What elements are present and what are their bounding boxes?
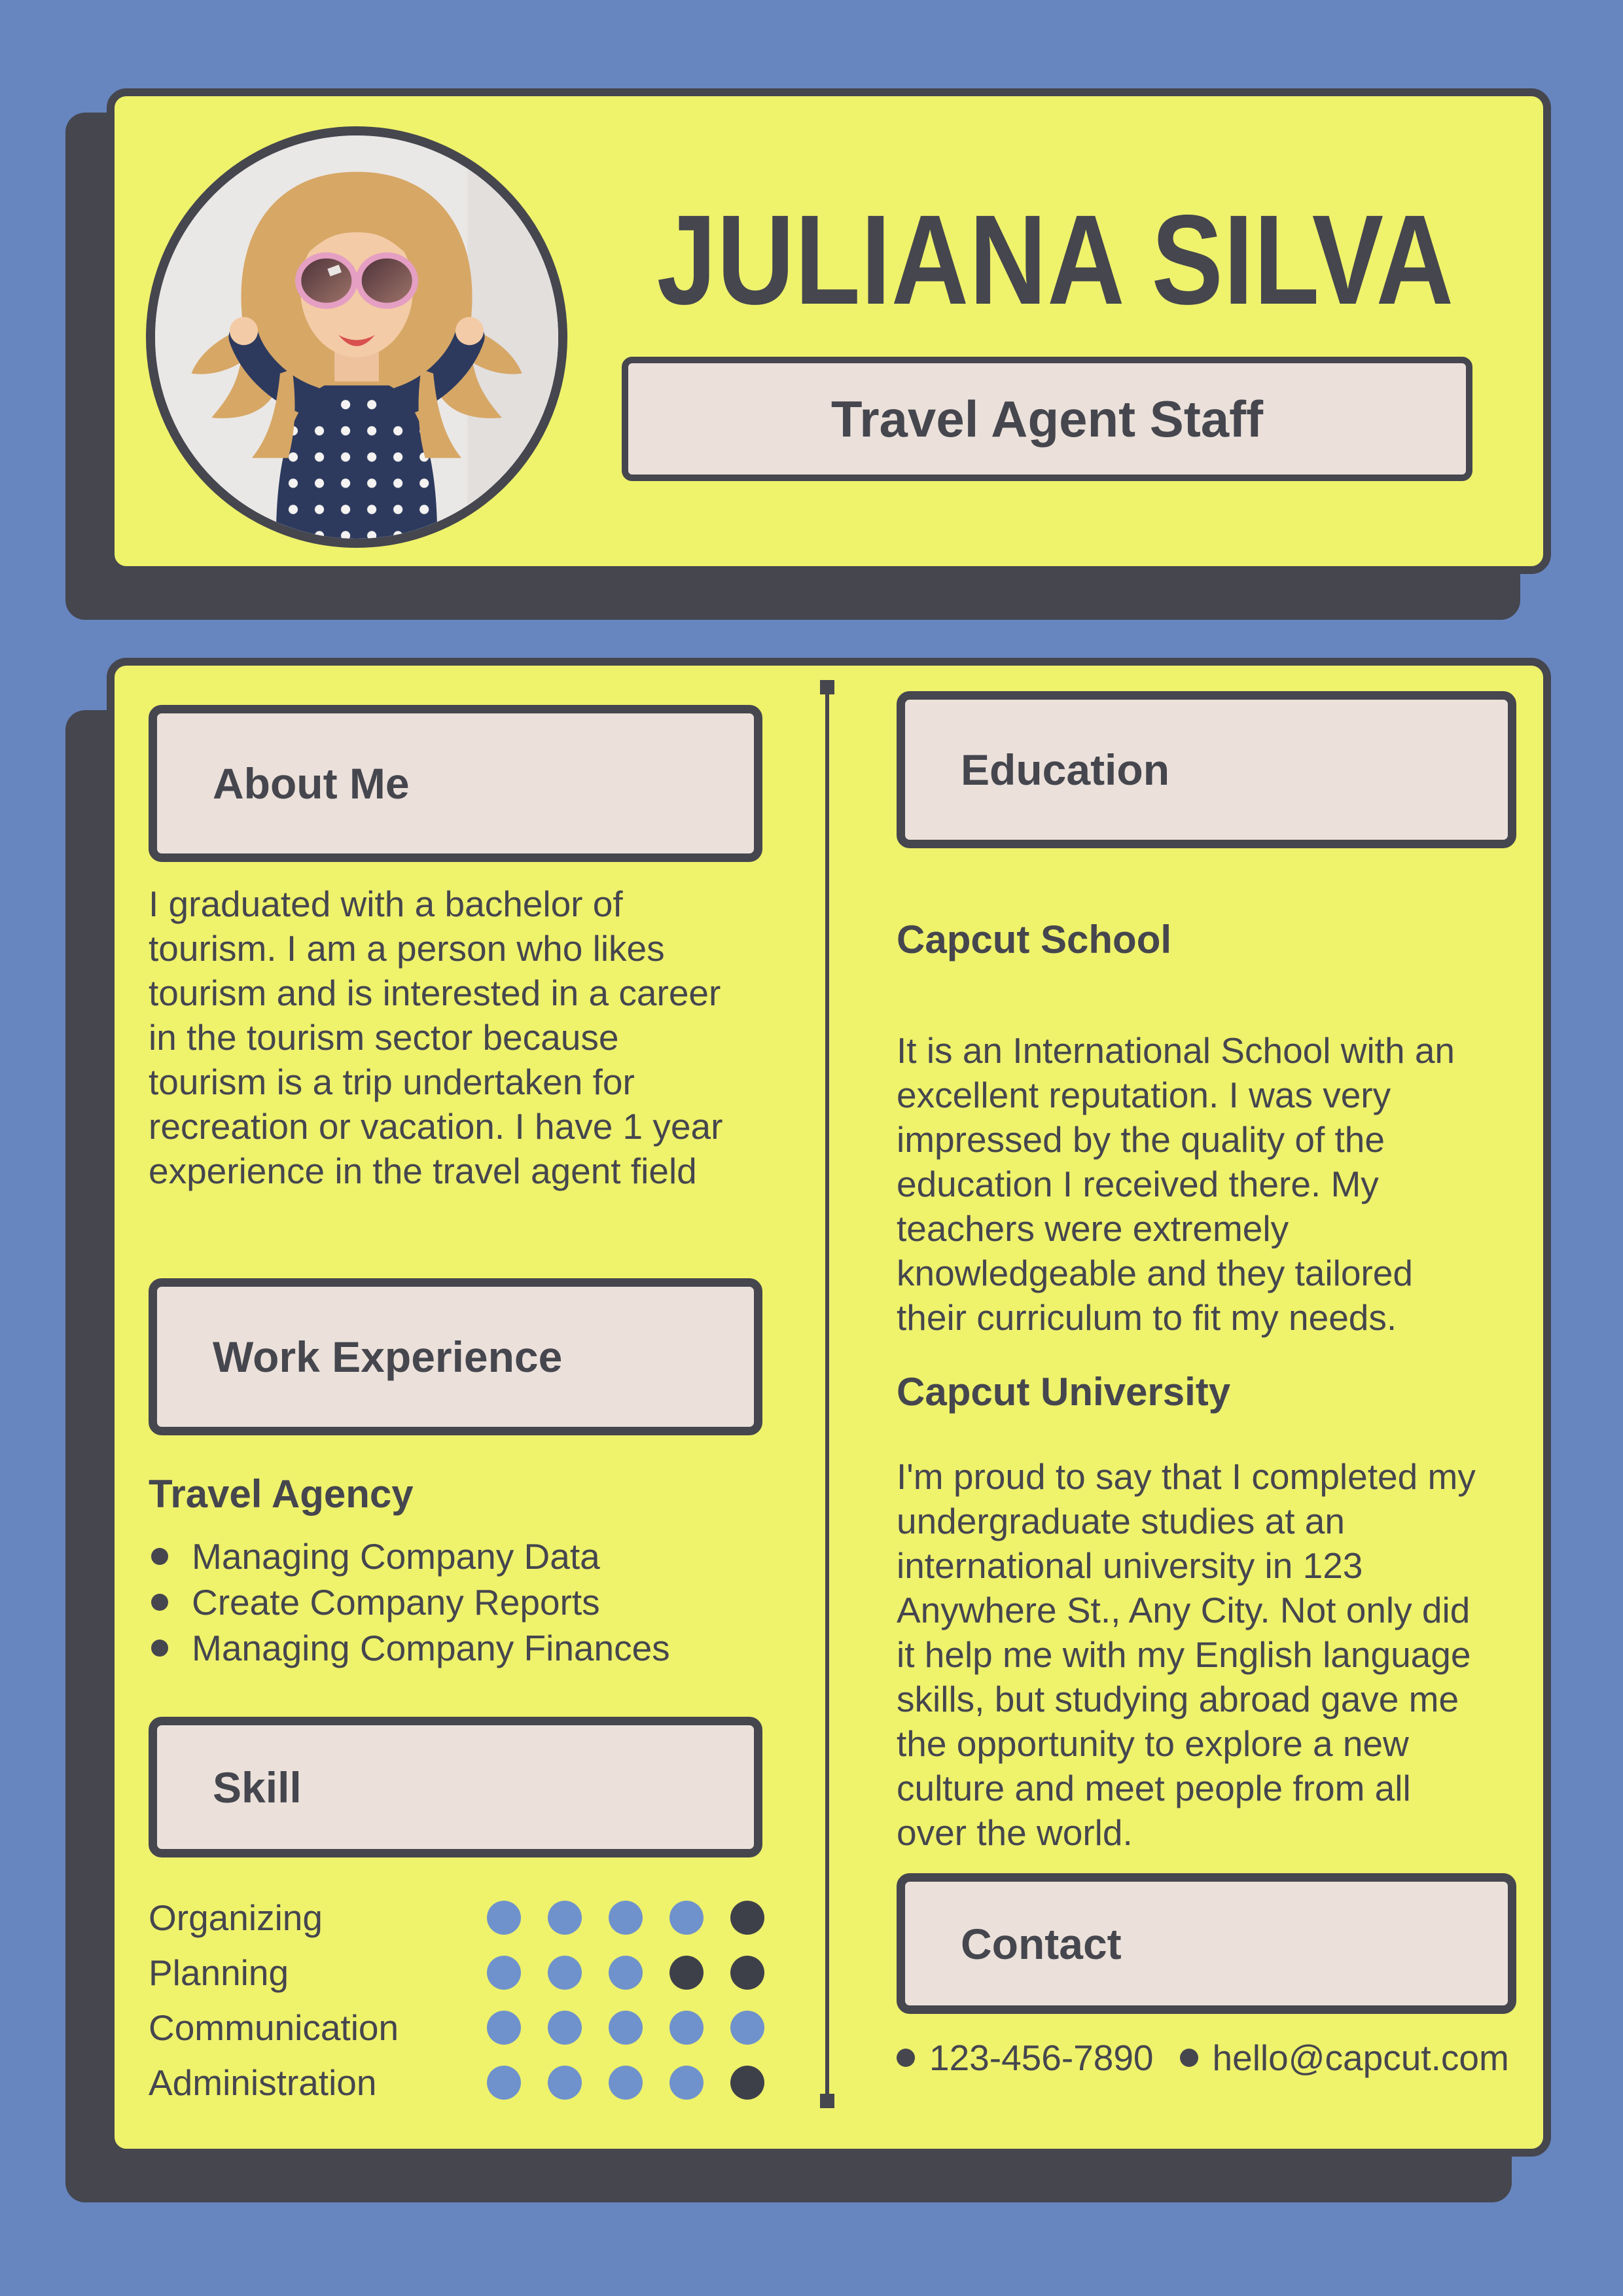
education-school-description: It is an International School with an excellent reputation. I was very impressed by the quality of the education I received there. My teachers were extremely knowledgeable and they tailored their curriculum to fit my needs.: [897, 1030, 1455, 1338]
skill-row: [149, 1890, 826, 1945]
skill-dot-filled-icon: [487, 2011, 521, 2045]
work-bullet-label: Managing Company Data: [192, 1536, 600, 1577]
education-school-name: Capcut University: [897, 1370, 1231, 1414]
skill-dot-filled-icon: [548, 1901, 582, 1935]
right-column: [897, 666, 1544, 2079]
skill-row: [149, 1945, 826, 2000]
skill-rating-list: [149, 1890, 826, 2110]
skill-rating: [487, 1956, 764, 1990]
skill-dot-filled-icon: [548, 2011, 582, 2045]
main-card: [107, 658, 1551, 2157]
contact-phone: 123-456-7890: [929, 2037, 1154, 2078]
skill-label: Organizing: [149, 1897, 323, 1938]
skill-dot-filled-icon: [609, 2066, 643, 2100]
bullet-icon: [151, 1548, 168, 1565]
skill-rating: [487, 2066, 764, 2100]
work-bullet-label: Managing Company Finances: [192, 1628, 670, 1668]
profile-photo-illustration: [155, 135, 558, 539]
skill-dot-filled-icon: [730, 2011, 764, 2045]
work-bullet-item: [149, 1534, 826, 1579]
contact-info-line: [897, 2037, 1544, 2079]
skill-heading-box: [149, 1717, 762, 1857]
skill-dot-filled-icon: [609, 1901, 643, 1935]
skill-row: [149, 2055, 826, 2110]
bullet-icon: [897, 2049, 915, 2067]
bullet-icon: [151, 1594, 168, 1611]
work-bullet-list: [149, 1534, 826, 1671]
profile-photo: [146, 126, 567, 548]
skill-dot-filled-icon: [669, 2011, 704, 2045]
person-name: JULIANA SILVA: [656, 188, 1454, 331]
contact-email: hello@capcut.com: [1212, 2037, 1509, 2078]
skill-dot-filled-icon: [669, 1901, 704, 1935]
skill-dot-filled-icon: [548, 1956, 582, 1990]
about-me-heading: About Me: [213, 759, 410, 808]
skill-dot-filled-icon: [609, 1956, 643, 1990]
contact-heading: Contact: [961, 1919, 1122, 1968]
bullet-icon: [151, 1640, 168, 1657]
skill-dot-filled-icon: [609, 2011, 643, 2045]
skill-label: Planning: [149, 1952, 289, 1993]
work-experience-heading: Work Experience: [213, 1333, 563, 1381]
work-bullet-item: [149, 1579, 826, 1625]
skill-dot-empty-icon: [730, 2066, 764, 2100]
skill-dot-empty-icon: [730, 1956, 764, 1990]
job-title-box: [622, 357, 1472, 481]
education-heading-box: [897, 691, 1516, 848]
skill-dot-empty-icon: [730, 1901, 764, 1935]
skill-dot-filled-icon: [487, 1901, 521, 1935]
education-school-name: Capcut School: [897, 918, 1172, 961]
skill-dot-filled-icon: [548, 2066, 582, 2100]
contact-heading-box: [897, 1873, 1516, 2014]
work-experience-heading-box: [149, 1278, 762, 1435]
skill-rating: [487, 2011, 764, 2045]
bullet-icon: [1180, 2049, 1198, 2067]
skill-row: [149, 2000, 826, 2055]
skill-heading: Skill: [213, 1763, 302, 1812]
work-bullet-label: Create Company Reports: [192, 1582, 600, 1623]
job-title: Travel Agent Staff: [830, 389, 1264, 448]
left-column: [149, 666, 826, 2110]
skill-label: Administration: [149, 2062, 377, 2103]
skill-rating: [487, 1901, 764, 1935]
header-card: [107, 88, 1551, 574]
education-school-description: I'm proud to say that I completed my undergraduate studies at an international university in 123 Anywhere St., Any City. Not only did it help me with my English language skills, but studying abroad gave me the opportunity to explore a new culture and meet people from all over the world.: [897, 1456, 1476, 1853]
skill-label: Communication: [149, 2007, 399, 2048]
skill-dot-filled-icon: [487, 1956, 521, 1990]
skill-dot-filled-icon: [487, 2066, 521, 2100]
work-bullet-item: [149, 1625, 826, 1671]
skill-dot-filled-icon: [669, 2066, 704, 2100]
education-heading: Education: [961, 745, 1170, 794]
work-company-name: Travel Agency: [149, 1472, 414, 1516]
skill-dot-empty-icon: [669, 1956, 704, 1990]
about-me-heading-box: [149, 705, 762, 862]
about-me-text: I graduated with a bachelor of tourism. I am a person who likes tourism and is interested in a career in the tourism sector because tourism is a trip undertaken for recreation or vacation. I have 1 year experience in the travel agent field: [149, 884, 723, 1191]
